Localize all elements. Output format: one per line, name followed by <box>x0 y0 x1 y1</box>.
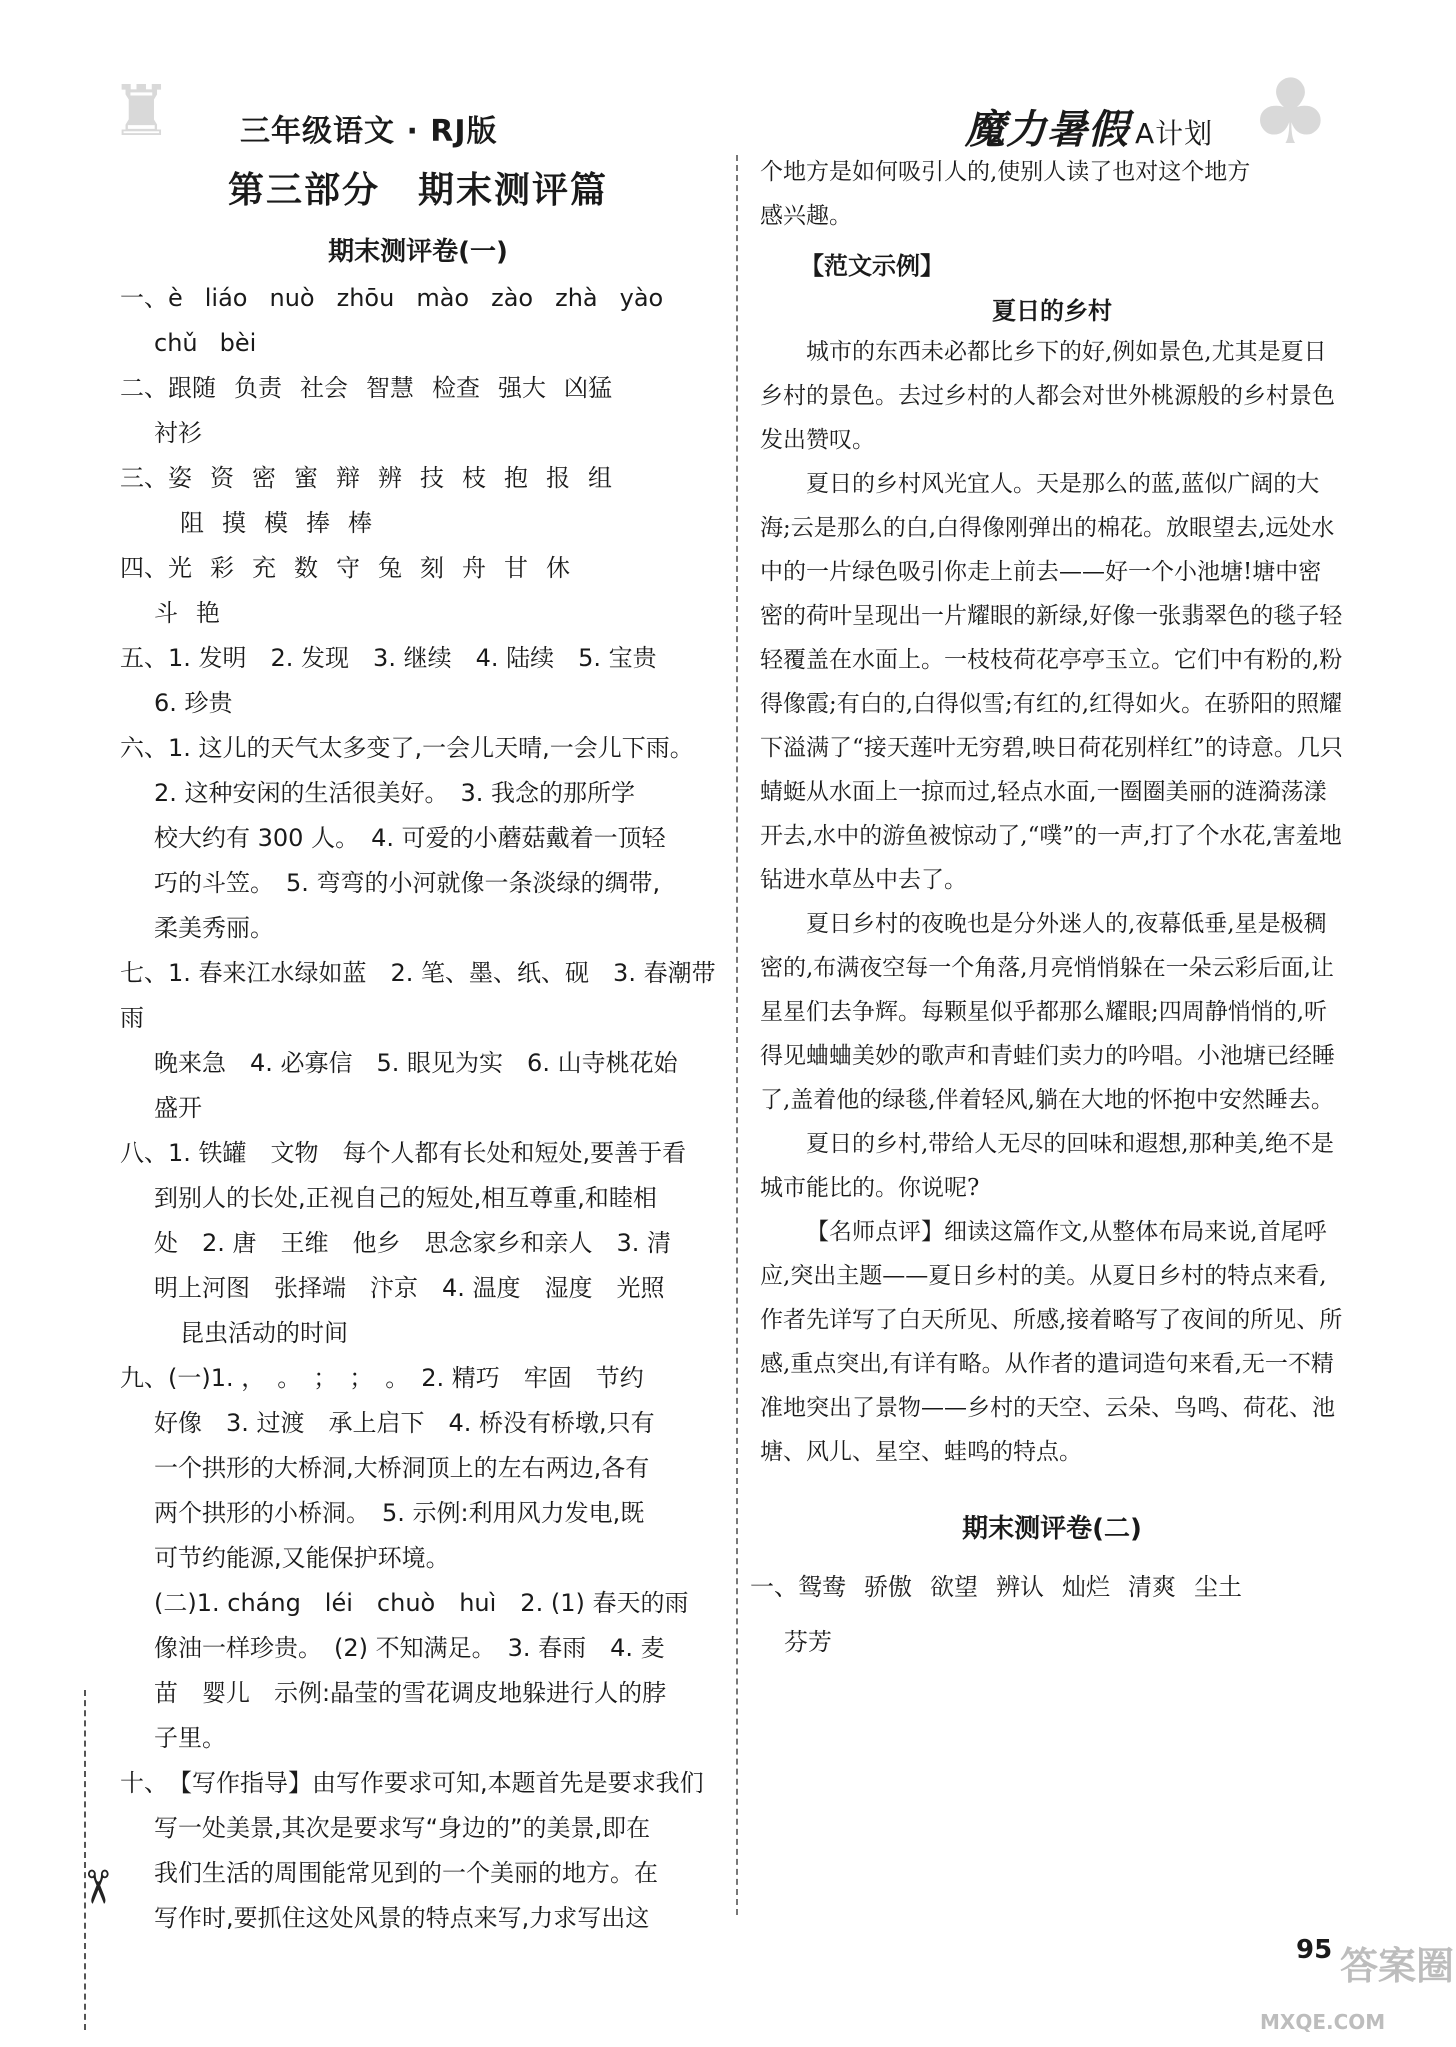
essay-paragraph: 城市的东西未必都比乡下的好,例如景色,尤其是夏日乡村的景色。去过乡村的人都会对世外桃源般的乡村景色发出赞叹。 <box>760 339 1335 453</box>
pinyin-item: nuò <box>269 284 315 312</box>
q8-label: 八、 <box>120 1139 168 1167</box>
answer-line: 子里。 <box>154 1724 226 1752</box>
char-item: 组 <box>588 464 612 492</box>
answer-line: 写一处美景,其次是要求写“身边的”的美景,即在 <box>154 1814 651 1842</box>
continuation-line: 感兴趣。 <box>760 203 852 229</box>
char-item: 阻 <box>180 509 204 537</box>
pinyin-item: bèi <box>219 329 257 357</box>
answer-line: (一)1. ， 。 ； ； 。 2. 精巧 牢固 节约 <box>168 1364 644 1392</box>
char-item: 摸 <box>222 509 246 537</box>
answer-line: 可节约能源,又能保护环境。 <box>154 1544 450 1572</box>
word-item: 清爽 <box>1128 1573 1176 1601</box>
pinyin-item: zhà <box>555 284 598 312</box>
watermark-url: MXQE.COM <box>1260 2010 1386 2034</box>
answer-line: 盛开 <box>154 1094 202 1122</box>
answer-line: 写作时,要抓住这处风景的特点来写,力求写出这 <box>154 1904 650 1932</box>
page-number: 95 <box>1296 1935 1333 1965</box>
lighthouse-decoration-icon: ♜ <box>110 70 173 152</box>
answer-line: 好像 3. 过渡 承上启下 4. 桥没有桥墩,只有 <box>154 1409 655 1437</box>
char-item: 辩 <box>336 464 360 492</box>
left-column <box>120 150 716 1941</box>
word-item: 凶猛 <box>564 374 612 402</box>
char-item: 蜜 <box>294 464 318 492</box>
answer-line: 一个拱形的大桥洞,大桥洞顶上的左右两边,各有 <box>154 1454 650 1482</box>
char-item: 抱 <box>504 464 528 492</box>
char-item: 密 <box>252 464 276 492</box>
exam2-q1-label: 一、 <box>750 1573 798 1601</box>
brand-sub: A计划 <box>1135 117 1214 150</box>
char-item: 光 <box>168 554 192 582</box>
char-item: 捧 <box>306 509 330 537</box>
answer-line: 1. 发明 2. 发现 3. 继续 4. 陆续 5. 宝贵 <box>168 644 657 672</box>
part-title: 第三部分 期末测评篇 <box>227 170 608 211</box>
pinyin-item: chǔ <box>154 329 198 357</box>
char-item: 休 <box>546 554 570 582</box>
answer-line: 校大约有 300 人。 4. 可爱的小蘑菇戴着一顶轻 <box>154 824 666 852</box>
char-item: 棒 <box>348 509 372 537</box>
sample-essay-label: 【范文示例】 <box>800 252 944 280</box>
header-grade-title: 三年级语文 · RJ版 <box>240 114 498 149</box>
word-item: 负责 <box>234 374 282 402</box>
cut-line <box>84 1690 86 2030</box>
char-item: 技 <box>420 464 444 492</box>
pinyin-item: è <box>168 284 183 312</box>
answer-line: (二)1. cháng léi chuò huì 2. (1) 春天的雨 <box>154 1589 689 1617</box>
exam2-question-1 <box>750 1565 1344 1665</box>
word-item: 欲望 <box>930 1573 978 1601</box>
column-divider <box>736 155 738 1915</box>
word-item: 社会 <box>300 374 348 402</box>
brand-name: 魔力暑假 <box>965 107 1129 153</box>
question-7 <box>120 951 716 1131</box>
pinyin-item: liáo <box>204 284 248 312</box>
q2-label: 二、 <box>120 374 168 402</box>
char-item: 报 <box>546 464 570 492</box>
answer-line: 1. 这儿的天气太多变了,一会儿天晴,一会儿下雨。 <box>168 734 694 762</box>
header-brand-title <box>965 98 1213 155</box>
word-item: 跟随 <box>168 374 216 402</box>
question-5 <box>120 636 716 726</box>
word-item: 强大 <box>498 374 546 402</box>
char-item: 姿 <box>168 464 192 492</box>
answer-line: 柔美秀丽。 <box>154 914 274 942</box>
pinyin-item: zhōu <box>336 284 395 312</box>
exam2-title: 期末测评卷(二) <box>962 1514 1142 1544</box>
teacher-comment: 【名师点评】细读这篇作文,从整体布局来说,首尾呼应,突出主题——夏日乡村的美。从夏日乡村的特点来看,作者先详写了白天所见、所感,接着略写了夜间的所见、所感,重点突出,有详有略。从作者的遣词造句来看,无一不精准地突出了景物——乡村的天空、云朵、鸟鸣、荷花、池塘、风儿、星空、蛙鸣的特点。 <box>760 1219 1343 1465</box>
answer-line: 晚来急 4. 必寡信 5. 眼见为实 6. 山寺桃花始 <box>154 1049 678 1077</box>
char-item: 充 <box>252 554 276 582</box>
pinyin-item: yào <box>619 284 664 312</box>
scissors-icon: ✂ <box>70 1867 125 1907</box>
char-item: 资 <box>210 464 234 492</box>
q3-label: 三、 <box>120 464 168 492</box>
char-item: 艳 <box>196 599 220 627</box>
answer-line: 2. 这种安闲的生活很美好。 3. 我念的那所学 <box>154 779 636 807</box>
question-4 <box>120 546 716 636</box>
word-item: 骄傲 <box>864 1573 912 1601</box>
answer-line: 巧的斗笠。 5. 弯弯的小河就像一条淡绿的绸带, <box>154 869 661 897</box>
essay-paragraph: 夏日乡村的夜晚也是分外迷人的,夜幕低垂,星是极稠密的,布满夜空每一个角落,月亮悄悄躲在一朵云彩后面,让星星们去争辉。每颗星似乎都那么耀眼;四周静悄悄的,听得见蛐蛐美妙的歌声和青蛙们卖力的吟唱。小池塘已经睡了,盖着他的绿毯,伴着轻风,躺在大地的怀抱中安然睡去。 <box>760 911 1335 1113</box>
answer-line: 处 2. 唐 王维 他乡 思念家乡和亲人 3. 清 <box>154 1229 672 1257</box>
question-3 <box>120 456 716 546</box>
answer-line: 两个拱形的小桥洞。 5. 示例:利用风力发电,既 <box>154 1499 645 1527</box>
char-item: 数 <box>294 554 318 582</box>
continuation-line: 个地方是如何吸引人的,使别人读了也对这个地方 <box>760 159 1251 185</box>
q6-label: 六、 <box>120 734 168 762</box>
q9-label: 九、 <box>120 1364 168 1392</box>
exam1-title: 期末测评卷(一) <box>328 237 508 267</box>
answer-line: 【写作指导】由写作要求可知,本题首先是要求我们 <box>168 1769 704 1797</box>
answer-line: 昆虫活动的时间 <box>180 1319 348 1347</box>
pinyin-item: mào <box>416 284 470 312</box>
answer-line: 1. 铁罐 文物 每个人都有长处和短处,要善于看 <box>168 1139 687 1167</box>
char-item: 舟 <box>462 554 486 582</box>
q4-label: 四、 <box>120 554 168 582</box>
word-item: 智慧 <box>366 374 414 402</box>
char-item: 枝 <box>462 464 486 492</box>
char-item: 兔 <box>378 554 402 582</box>
char-item: 模 <box>264 509 288 537</box>
word-item: 衬衫 <box>154 419 202 447</box>
word-item: 检查 <box>432 374 480 402</box>
word-item: 芬芳 <box>784 1628 832 1656</box>
answer-line: 1. 春来江水绿如蓝 2. 笔、墨、纸、砚 3. 春潮带雨 <box>120 959 716 1032</box>
word-item: 鸳鸯 <box>798 1573 846 1601</box>
answer-line: 我们生活的周围能常见到的一个美丽的地方。在 <box>154 1859 658 1887</box>
answer-line: 苗 婴儿 示例:晶莹的雪花调皮地躲进行人的脖 <box>154 1679 667 1707</box>
essay-title: 夏日的乡村 <box>992 297 1112 325</box>
q5-label: 五、 <box>120 644 168 672</box>
q7-label: 七、 <box>120 959 168 987</box>
watermark-logo: 答案圈 <box>1340 1944 1455 1988</box>
essay-paragraph: 夏日的乡村,带给人无尽的回味和遐想,那种美,绝不是城市能比的。你说呢? <box>760 1131 1334 1201</box>
char-item: 刻 <box>420 554 444 582</box>
question-10 <box>120 1761 716 1941</box>
word-item: 辨认 <box>996 1573 1044 1601</box>
question-1 <box>120 276 716 366</box>
question-9 <box>120 1356 716 1761</box>
answer-line: 到别人的长处,正视自己的短处,相互尊重,和睦相 <box>154 1184 657 1212</box>
palm-tree-decoration-icon: ♣ <box>1250 60 1331 165</box>
essay-paragraph: 夏日的乡村风光宜人。天是那么的蓝,蓝似广阔的大海;云是那么的白,白得像刚弹出的棉花。放眼望去,远处水中的一片绿色吸引你走上前去——好一个小池塘!塘中密密的荷叶呈现出一片耀眼的新绿,好像一张翡翠色的毯子轻轻覆盖在水面上。一枝枝荷花亭亭玉立。它们中有粉的,粉得像霞;有白的,白得似雪;有红的,红得如火。在骄阳的照耀下溢满了“接天莲叶无穷碧,映日荷花别样红”的诗意。几只蜻蜓从水面上一掠而过,轻点水面,一圈圈美丽的涟漪荡漾开去,水中的游鱼被惊动了,“噗”的一声,打了个水花,害羞地钻进水草丛中去了。 <box>760 471 1343 893</box>
answer-line: 明上河图 张择端 汴京 4. 温度 湿度 光照 <box>154 1274 665 1302</box>
q1-label: 一、 <box>120 284 168 312</box>
q10-label: 十、 <box>120 1769 168 1797</box>
answer-line: 6. 珍贵 <box>154 689 233 717</box>
word-item: 灿烂 <box>1062 1573 1110 1601</box>
question-8 <box>120 1131 716 1356</box>
question-6 <box>120 726 716 951</box>
char-item: 守 <box>336 554 360 582</box>
char-item: 辨 <box>378 464 402 492</box>
word-item: 尘土 <box>1194 1573 1242 1601</box>
char-item: 彩 <box>210 554 234 582</box>
char-item: 斗 <box>154 599 178 627</box>
question-2 <box>120 366 716 456</box>
pinyin-item: zào <box>491 284 534 312</box>
answer-line: 像油一样珍贵。 (2) 不知满足。 3. 春雨 4. 麦 <box>154 1634 665 1662</box>
char-item: 甘 <box>504 554 528 582</box>
right-column <box>750 150 1344 1665</box>
